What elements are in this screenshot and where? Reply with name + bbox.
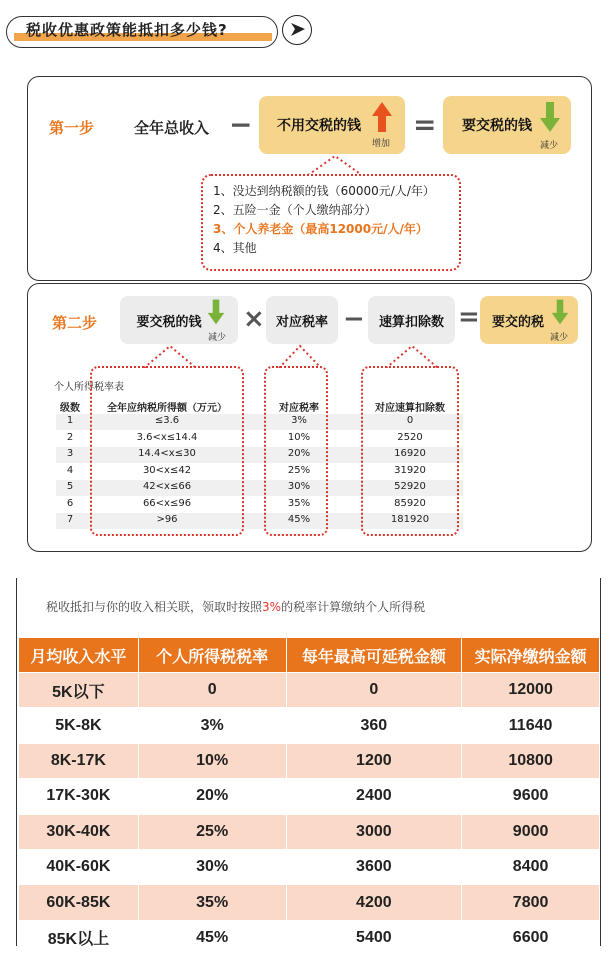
table-cell: 0: [406, 415, 414, 426]
table-cell: 2400: [286, 779, 462, 814]
table-row: [19, 814, 600, 849]
down-arrow-icon: [206, 298, 226, 326]
step2-equals: =: [458, 302, 480, 332]
table-cell: 2: [66, 431, 74, 443]
table-cell: ≤3.6: [154, 415, 180, 426]
table-cell: 10800: [462, 743, 600, 778]
table-cell: 5400: [286, 920, 462, 955]
step2-minus: −: [343, 304, 365, 334]
step2-deduction-label: 速算扣除数: [378, 314, 444, 330]
table-cell: 10%: [287, 431, 311, 443]
table-header-cell: 对应速算扣除数: [375, 403, 445, 414]
table-cell: 3000: [286, 814, 462, 849]
table-cell: 181920: [390, 514, 430, 525]
table-cell: 25%: [138, 814, 286, 849]
desc-text: 的税率计算缴纳个人所得税: [281, 600, 426, 614]
table-cell: 17K-30K: [19, 779, 139, 814]
table-cell: 30K-40K: [19, 814, 139, 849]
table-cell: 9000: [462, 814, 600, 849]
table-row: [19, 708, 600, 743]
down-arrow-icon: [538, 100, 562, 134]
table-cell: 1: [66, 415, 74, 426]
step2-rate-label: 对应税率: [275, 314, 328, 330]
callout-pointer: [382, 344, 442, 368]
step2-times: ×: [243, 304, 265, 334]
table-cell: 8K-17K: [19, 743, 139, 778]
increase-tag: 增加: [372, 139, 391, 149]
table-header-cell: 个人所得税税率: [138, 638, 286, 673]
exempt-list: [201, 174, 461, 271]
step2-title: 第二步: [52, 314, 98, 332]
rate-column-highlight: [264, 366, 328, 536]
table-cell: 20%: [138, 779, 286, 814]
table-row: [19, 849, 600, 884]
table-header-row: [19, 638, 600, 673]
table-cell: 3: [66, 448, 74, 459]
table-cell: 16920: [394, 448, 426, 459]
deduction-column-highlight: [361, 366, 459, 536]
table-cell: 52920: [394, 481, 426, 492]
table-header-cell: 月均收入水平: [19, 638, 139, 673]
table-cell: 9600: [462, 779, 600, 814]
table-cell: 6600: [462, 920, 600, 955]
table-cell: 85920: [394, 497, 426, 509]
bottom-description: [46, 598, 425, 615]
table-header-cell: 级数: [60, 403, 80, 414]
table-header-cell: 全年应纳税所得额（万元）: [107, 403, 227, 414]
table-row: [19, 779, 600, 814]
step2-tax-label: 要交的税: [491, 314, 544, 330]
decrease-tag: 减少: [208, 333, 227, 343]
step2-taxable-label: 要交税的钱: [136, 314, 202, 330]
step1-minus: −: [229, 108, 253, 141]
table-cell: 35%: [138, 885, 286, 920]
table-cell: 1200: [286, 743, 462, 778]
exempt-item: 1、没达到纳税额的钱（60000元/人/年）: [213, 184, 435, 198]
step1-exempt-label: 不用交税的钱: [277, 118, 361, 134]
step2-deduction-chip: [368, 296, 455, 344]
play-icon[interactable]: [282, 15, 312, 45]
table-cell: 14.4<x≤30: [138, 448, 196, 459]
page-title: 税收优惠政策能抵扣多少钱?: [26, 21, 228, 39]
income-column-highlight: [90, 366, 244, 536]
step1-equals: =: [413, 108, 437, 141]
table-cell: 60K-85K: [19, 885, 139, 920]
table-cell: 42<x≤66: [142, 481, 192, 492]
down-arrow-icon: [550, 298, 570, 326]
table-cell: 3.6<x≤14.4: [136, 431, 198, 443]
table-cell: 8400: [462, 849, 600, 884]
income-tax-table: [18, 637, 600, 956]
table-cell: 4: [66, 464, 74, 476]
callout-pointer: [140, 344, 200, 368]
table-header-cell: 对应税率: [279, 403, 319, 414]
table-cell: 7: [66, 514, 74, 525]
table-cell: 5K-8K: [19, 708, 139, 743]
table-cell: 45%: [287, 514, 311, 525]
table-cell: 2520: [397, 431, 423, 443]
step1-title: 第一步: [49, 119, 95, 137]
table-cell: 30%: [138, 849, 286, 884]
table-cell: 66<x≤96: [142, 497, 192, 509]
table-cell: >96: [156, 514, 178, 525]
table-row: [19, 673, 600, 708]
decrease-tag: 减少: [550, 333, 569, 343]
table-cell: 11640: [462, 708, 600, 743]
desc-text: 税收抵扣与你的收入相关联，领取时按照: [46, 600, 263, 614]
table-cell: 10%: [138, 743, 286, 778]
up-arrow-icon: [370, 100, 394, 134]
table-cell: 4200: [286, 885, 462, 920]
tax-rate-table-title: 个人所得税率表: [54, 382, 124, 393]
table-cell: 40K-60K: [19, 849, 139, 884]
table-cell: 30<x≤42: [142, 464, 192, 476]
step1-taxable-label: 要交税的钱: [462, 118, 532, 134]
desc-rate-highlight: 3%: [262, 600, 282, 614]
table-cell: 6: [66, 497, 74, 509]
table-cell: 12000: [462, 673, 600, 708]
table-row: [19, 885, 600, 920]
table-row: [19, 920, 600, 955]
table-cell: 3%: [291, 415, 307, 426]
table-cell: 5K以下: [19, 673, 139, 708]
table-cell: 5: [66, 481, 74, 492]
table-cell: 35%: [287, 497, 311, 509]
table-cell: 0: [286, 673, 462, 708]
callout-pointer: [275, 344, 325, 368]
table-cell: 20%: [287, 448, 311, 459]
table-cell: 360: [286, 708, 462, 743]
table-cell: 45%: [138, 920, 286, 955]
table-cell: 25%: [287, 464, 311, 476]
table-cell: 85K以上: [19, 920, 139, 955]
table-cell: 30%: [287, 481, 311, 492]
table-cell: 3600: [286, 849, 462, 884]
table-cell: 31920: [394, 464, 426, 476]
table-cell: 0: [138, 673, 286, 708]
exempt-item: 2、五险一金（个人缴纳部分）: [213, 203, 377, 217]
table-header-cell: 每年最高可延税金额: [286, 638, 462, 673]
decrease-tag: 减少: [540, 141, 559, 151]
step1-total-income: 全年总收入: [134, 119, 210, 137]
table-row: [19, 743, 600, 778]
table-cell: 7800: [462, 885, 600, 920]
exempt-item-highlight: 3、个人养老金（最高12000元/人/年）: [213, 222, 428, 236]
exempt-item: 4、其他: [213, 241, 257, 255]
table-header-cell: 实际净缴纳金额: [462, 638, 600, 673]
step2-rate-chip: [266, 296, 338, 344]
table-cell: 3%: [138, 708, 286, 743]
